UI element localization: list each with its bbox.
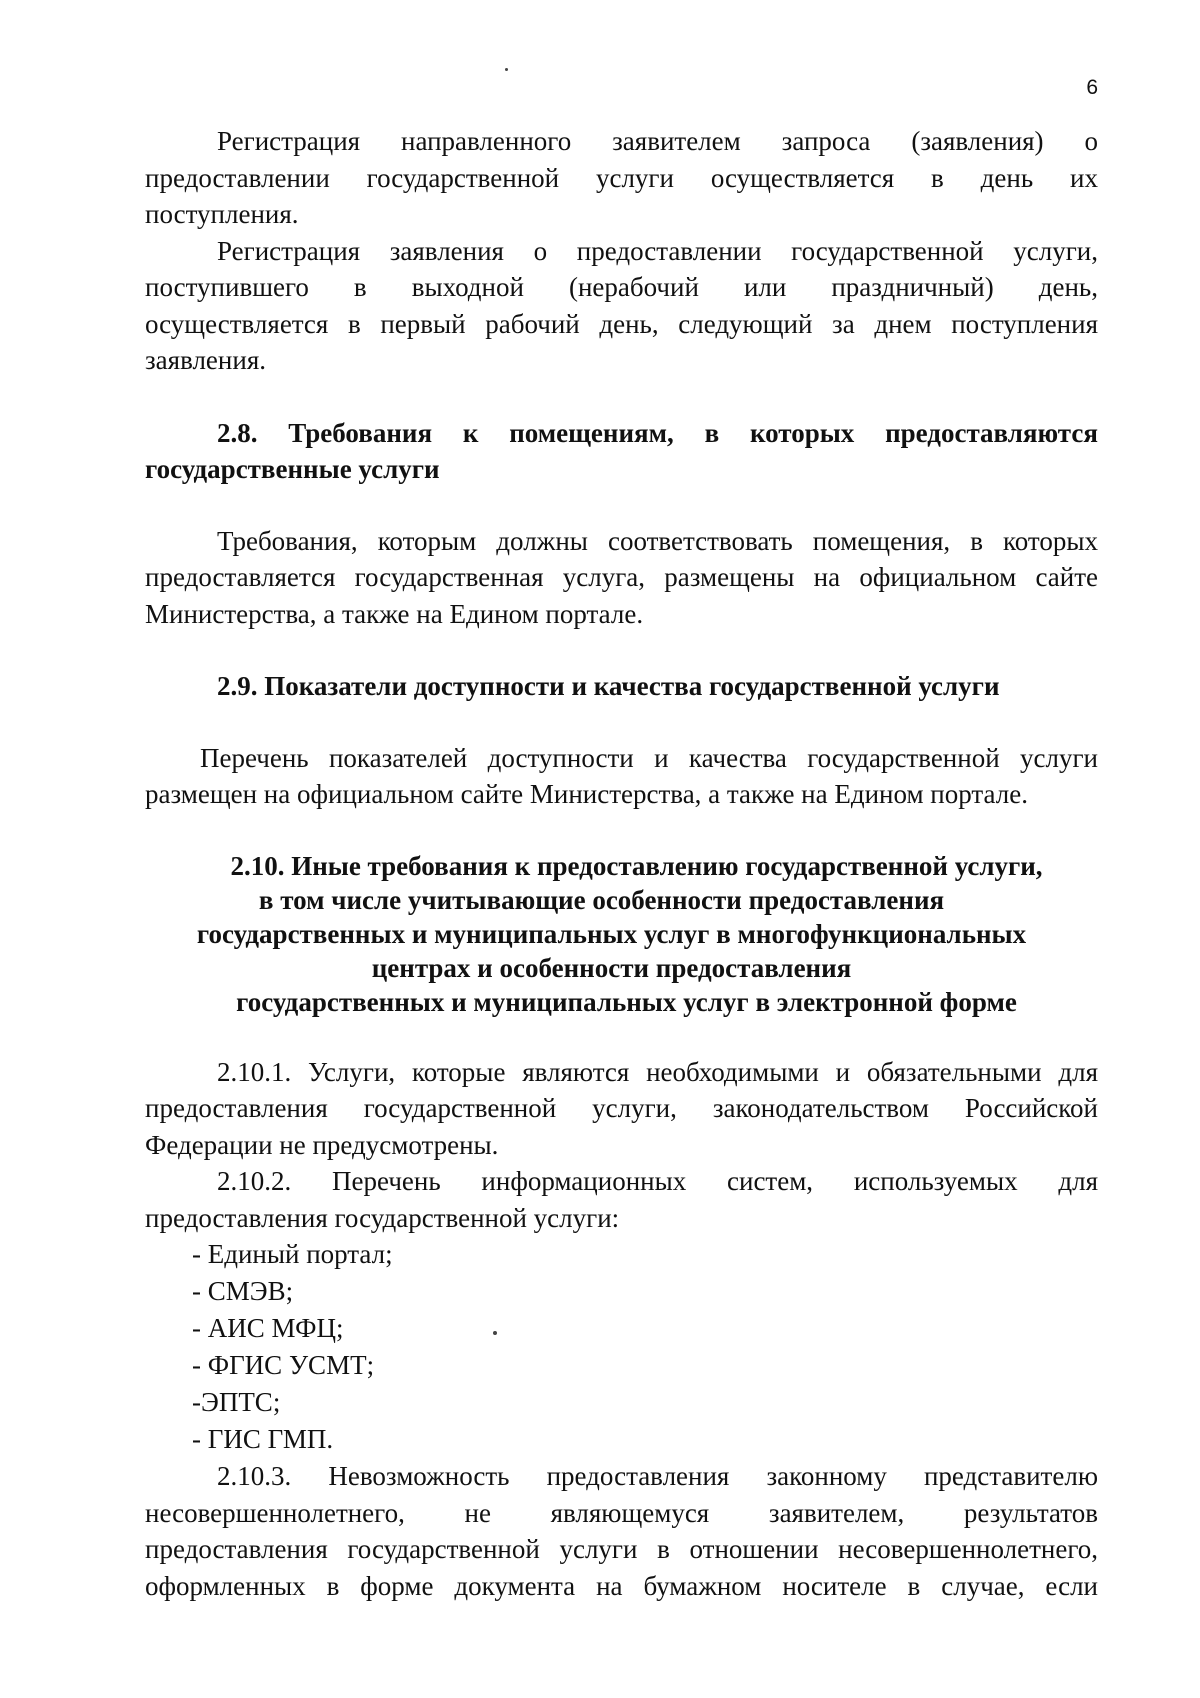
heading-line: 2.10. Иные требования к предоставлению государственной услуги, [230, 850, 1043, 881]
document-body [145, 123, 1098, 1604]
paragraph-line: предоставления государственной услуги: [145, 1202, 620, 1233]
section-heading [145, 849, 1098, 1019]
scan-speck [505, 68, 508, 71]
section-heading: 2.8. Требования к помещениям, в которых предоставляются [217, 417, 1098, 448]
heading-line: центрах и особенности предоставления [371, 952, 852, 983]
section-2-8 [145, 415, 1098, 633]
paragraph-line: поступившего в выходной (нерабочий или праздничный) день, [145, 272, 1098, 302]
paragraph-line: осуществляется в первый рабочий день, следующий за днем поступления [145, 308, 1098, 339]
heading-line: государственных и муниципальных услуг в электронной форме [236, 986, 1017, 1017]
paragraph-2-10-1 [145, 1054, 1098, 1164]
paragraph-line: 2.10.3. Невозможность предоставления законному представителю [217, 1461, 1098, 1491]
list-item: - ГИС ГМП. [192, 1424, 334, 1454]
paragraph-line: Перечень показателей доступности и качества государственной услуги [200, 742, 1098, 773]
paragraph-line: предоставлении государственной услуги осуществляется в день их [145, 162, 1098, 193]
paragraph-line: заявления. [145, 345, 266, 375]
information-systems-list [145, 1236, 1098, 1458]
heading-line: в том числе учитывающие особенности предоставления [258, 884, 945, 915]
paragraph-line: поступления. [145, 199, 299, 229]
paragraph-line: оформленных в форме документа на бумажном носителе в случае, если [145, 1570, 1098, 1601]
list-item: -ЭПТС; [192, 1387, 281, 1417]
section-heading: государственные услуги [145, 454, 440, 484]
list-item: - СМЭВ; [192, 1276, 294, 1306]
heading-line: государственных и муниципальных услуг в многофункциональных [196, 918, 1027, 949]
list-item: - Единый портал; [192, 1239, 393, 1269]
section-body [145, 523, 1098, 633]
list-item: - ФГИС УСМТ; [192, 1350, 375, 1380]
page-number: 6 [1086, 76, 1098, 99]
paragraph-line: несовершеннолетнего, не являющемуся заявителем, результатов [145, 1497, 1098, 1528]
paragraph-line: Регистрация направленного заявителем запроса (заявления) о [217, 126, 1098, 156]
paragraph-line: Министерства, а также на Едином портале. [145, 598, 644, 629]
paragraph-line: 2.10.2. Перечень информационных систем, используемых для [217, 1166, 1098, 1196]
section-body [145, 740, 1098, 813]
section-2-9 [145, 668, 1098, 813]
paragraph-registration [145, 123, 1098, 233]
paragraph-line: предоставления государственной услуги в отношении несовершеннолетнего, [145, 1534, 1098, 1564]
paragraph-line: 2.10.1. Услуги, которые являются необходимыми и обязательными для [217, 1056, 1098, 1087]
paragraph-line: Требования, которым должны соответствовать помещения, в которых [217, 525, 1098, 556]
paragraph-line: размещен на официальном сайте Министерства, а также на Едином портале. [145, 779, 1028, 809]
paragraph-line: предоставляется государственная услуга, размещены на официальном сайте [145, 562, 1098, 592]
paragraph-2-10-3 [145, 1458, 1098, 1604]
paragraph-line: предоставления государственной услуги, законодательством Российской [145, 1093, 1098, 1123]
section-heading: 2.9. Показатели доступности и качества государственной услуги [217, 671, 1000, 701]
paragraph-2-10-2 [145, 1163, 1098, 1458]
paragraph-line: Федерации не предусмотрены. [145, 1129, 499, 1160]
paragraph-line: Регистрация заявления о предоставлении государственной услуги, [217, 235, 1098, 266]
list-item: - АИС МФЦ; [192, 1313, 344, 1343]
section-2-10 [145, 849, 1098, 1605]
paragraph-registration-holiday [145, 233, 1098, 379]
